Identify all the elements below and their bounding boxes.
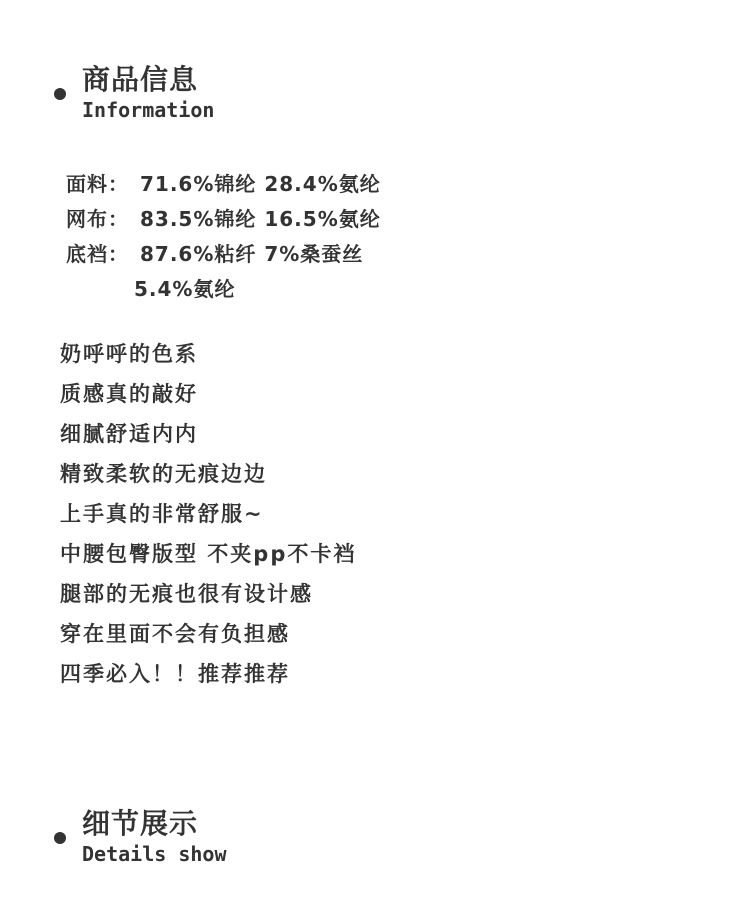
- material-composition: [66, 168, 381, 308]
- feature-item: 腿部的无痕也很有设计感: [60, 582, 313, 606]
- section-title: 商品信息: [82, 63, 199, 96]
- feature-item: 细腻舒适内内: [60, 422, 198, 446]
- section-subtitle: Information: [82, 98, 215, 122]
- section-title: 细节展示: [82, 807, 199, 840]
- material-label: 面料：: [66, 172, 129, 196]
- material-value: 87.6%粘纤 7%桑蚕丝: [140, 242, 364, 266]
- feature-item: 中腰包臀版型 不夹pp不卡裆: [60, 542, 357, 566]
- feature-list: [60, 338, 356, 698]
- section-subtitle: Details show: [82, 842, 227, 866]
- bullet-dot-icon: [54, 832, 66, 844]
- material-row: [66, 238, 381, 273]
- feature-item: 四季必入！！推荐推荐: [60, 662, 290, 686]
- material-row: [66, 203, 381, 238]
- feature-item: 奶呼呼的色系: [60, 342, 198, 366]
- material-value-continuation: 5.4%氨纶: [134, 277, 236, 301]
- feature-item: 精致柔软的无痕边边: [60, 462, 267, 486]
- material-label: 网布：: [66, 207, 129, 231]
- feature-item: 质感真的敲好: [60, 382, 198, 406]
- material-value: 71.6%锦纶 28.4%氨纶: [140, 172, 381, 196]
- material-row: [66, 168, 381, 203]
- bullet-dot-icon: [54, 88, 66, 100]
- feature-item: 穿在里面不会有负担感: [60, 622, 290, 646]
- material-label: 底裆：: [66, 242, 129, 266]
- material-value: 83.5%锦纶 16.5%氨纶: [140, 207, 381, 231]
- feature-item: 上手真的非常舒服~: [60, 502, 264, 526]
